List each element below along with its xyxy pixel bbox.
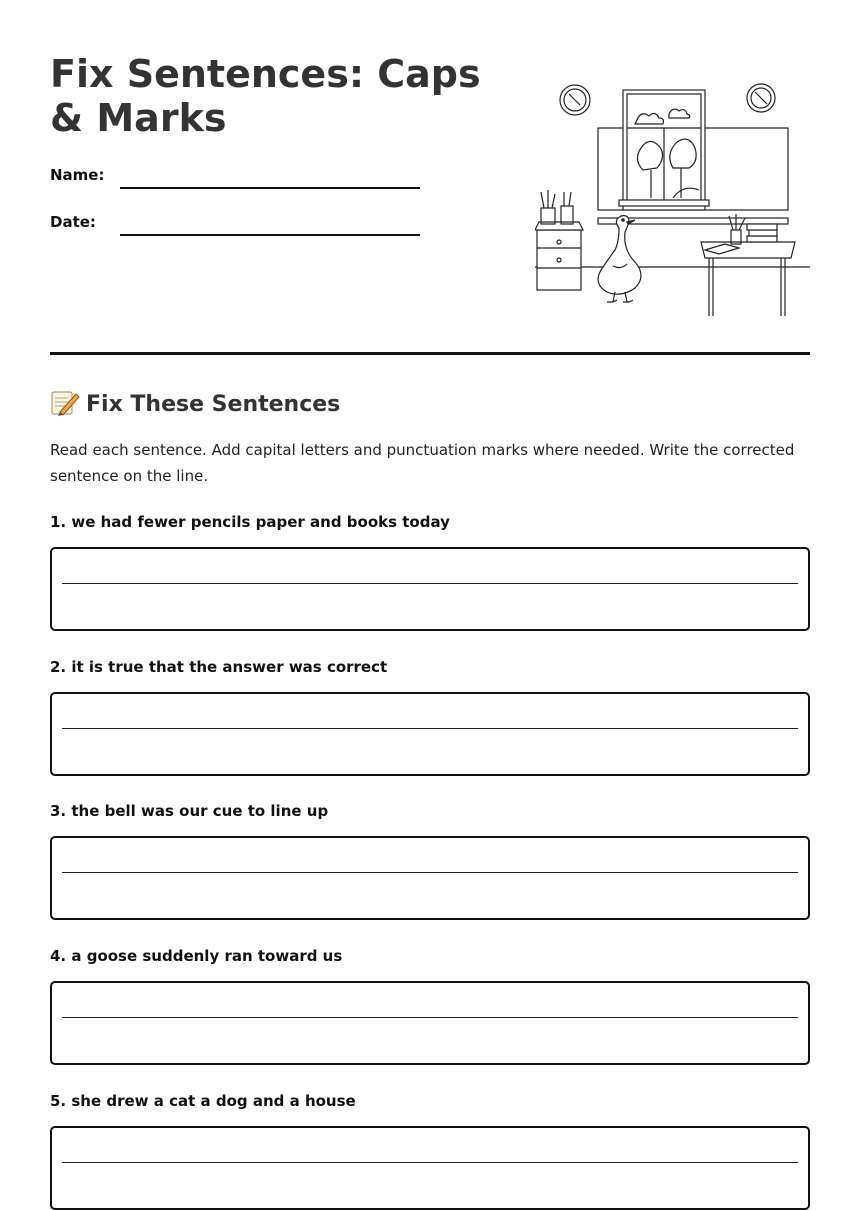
question-prompt: 4. a goose suddenly ran toward us bbox=[50, 947, 343, 965]
date-line[interactable] bbox=[120, 234, 420, 236]
answer-box[interactable] bbox=[50, 692, 810, 776]
answer-line bbox=[62, 1017, 798, 1018]
window-icon bbox=[619, 90, 709, 210]
worksheet-title: Fix Sentences: Caps & Marks bbox=[50, 52, 481, 140]
question-1 bbox=[50, 512, 810, 532]
name-label: Name: bbox=[50, 166, 105, 184]
answer-box[interactable] bbox=[50, 981, 810, 1065]
wall-clock-right-icon bbox=[747, 84, 775, 112]
date-field[interactable] bbox=[50, 213, 420, 243]
name-line[interactable] bbox=[120, 187, 420, 189]
answer-line bbox=[62, 728, 798, 729]
question-5 bbox=[50, 1091, 810, 1111]
name-field[interactable] bbox=[50, 166, 420, 196]
question-prompt: 2. it is true that the answer was correct bbox=[50, 658, 388, 676]
question-3 bbox=[50, 801, 810, 821]
question-prompt: 5. she drew a cat a dog and a house bbox=[50, 1092, 356, 1110]
pencil-cup-icon bbox=[541, 190, 573, 224]
worksheet-page bbox=[50, 0, 810, 1110]
drawer-cabinet bbox=[535, 222, 583, 290]
answer-box[interactable] bbox=[50, 547, 810, 631]
wall-clock-left-icon bbox=[560, 85, 590, 115]
desk bbox=[701, 214, 795, 316]
answer-line bbox=[62, 1162, 798, 1163]
instructions: Read each sentence. Add capital letters and punctuation marks where needed. Write the corrected sentence on the line. bbox=[50, 441, 795, 485]
date-label: Date: bbox=[50, 213, 96, 231]
question-4 bbox=[50, 946, 810, 966]
answer-box[interactable] bbox=[50, 1126, 810, 1210]
worksheet-header bbox=[50, 0, 810, 355]
memo-pencil-icon bbox=[50, 388, 80, 416]
question-prompt: 1. we had fewer pencils paper and books today bbox=[50, 513, 450, 531]
answer-line bbox=[62, 872, 798, 873]
question-2 bbox=[50, 657, 810, 677]
answer-line bbox=[62, 583, 798, 584]
goose-icon bbox=[598, 216, 641, 302]
answer-box[interactable] bbox=[50, 836, 810, 920]
question-prompt: 3. the bell was our cue to line up bbox=[50, 802, 329, 820]
section-heading bbox=[50, 388, 340, 421]
section-heading-text: Fix These Sentences bbox=[86, 392, 341, 417]
classroom-illustration bbox=[535, 80, 810, 325]
